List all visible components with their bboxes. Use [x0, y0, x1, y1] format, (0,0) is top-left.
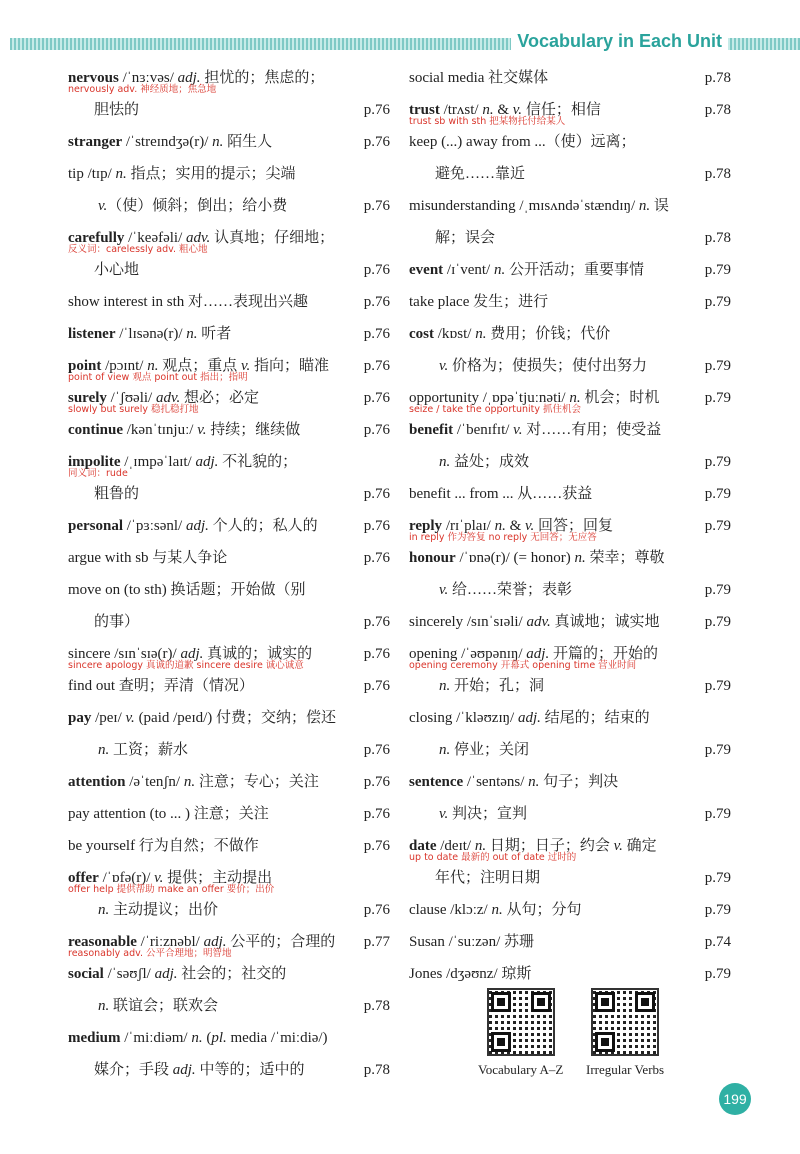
vocab-entry — [409, 190, 731, 254]
entry-line: 小心地 p.76 — [68, 254, 390, 286]
vocab-entry — [68, 958, 390, 1022]
annotation-note: trust sb with sth 把某物托付给某人 — [409, 116, 566, 127]
vocab-entry — [68, 574, 390, 638]
page-ref: p.79 — [704, 614, 731, 630]
entry-line: social /ˈsəʊʃl/ adj. 社会的；社交的 — [68, 966, 287, 982]
entry-line: carefully /ˈkeəfəli/ adv. 认真地；仔细地； — [68, 230, 335, 246]
entry-line: keep (...) away from ...（使）远离； — [409, 134, 636, 150]
entry-line: find out 查明；弄清（情况） p.76 — [68, 670, 390, 702]
vocab-entry — [409, 638, 731, 702]
page-ref: p.76 — [363, 390, 390, 406]
vocab-entry — [409, 126, 731, 190]
page-ref: p.74 — [704, 934, 731, 950]
vocab-entry — [68, 126, 390, 158]
entry-line: stranger /ˈstreɪndʒə(r)/ n. 陌生人 p.76 — [68, 126, 390, 158]
vocab-entry — [68, 798, 390, 830]
page-ref: p.76 — [363, 614, 390, 630]
entry-line: move on (to sth) 换话题；开始做（别 — [68, 582, 306, 598]
entry-line: sincerely /sɪnˈsɪəli/ adv. 真诚地；诚实地 p.79 — [409, 606, 731, 638]
entry-line: offer /ˈɒfə(r)/ v. 提供；主动提出 — [68, 870, 273, 886]
entry-line: point /pɔɪnt/ n. 观点；重点 v. 指向；瞄准 p.76 — [68, 350, 390, 382]
qr-label: Vocabulary A–Z — [478, 1062, 564, 1077]
entry-line: attention /əˈtenʃn/ n. 注意；专心；关注 p.76 — [68, 766, 390, 798]
annotation-note: nervously adv. 神经质地；焦急地 — [68, 84, 217, 95]
page-ref: p.78 — [704, 230, 731, 246]
vocab-entry — [409, 318, 731, 382]
entry-line: 粗鲁的 p.76 — [68, 478, 390, 510]
entry-line: 的事） p.76 — [68, 606, 390, 638]
entry-line: impolite /ˌɪmpəˈlaɪt/ adj. 不礼貌的； — [68, 454, 298, 470]
entry-line: event /ɪˈvent/ n. 公开活动；重要事情 p.79 — [409, 254, 731, 286]
entry-line: v. 判决；宣判 p.79 — [409, 798, 731, 830]
right-column — [409, 62, 731, 990]
vocab-entry — [409, 958, 731, 990]
vocab-entry — [68, 414, 390, 446]
page-ref: p.79 — [704, 358, 731, 374]
entry-line: social media 社交媒体 p.78 — [409, 62, 731, 94]
left-column — [68, 62, 390, 1086]
page-ref: p.79 — [704, 902, 731, 918]
page-ref: p.78 — [704, 70, 731, 86]
entry-line: clause /klɔːz/ n. 从句；分句 p.79 — [409, 894, 731, 926]
page-ref: p.79 — [704, 454, 731, 470]
annotation-note: slowly but surely 稳扎稳打地 — [68, 404, 199, 415]
page-ref: p.76 — [363, 838, 390, 854]
page-ref: p.79 — [704, 262, 731, 278]
page-ref: p.76 — [363, 902, 390, 918]
qr-code-icon — [591, 988, 659, 1056]
entry-line: n. 主动提议；出价 p.76 — [68, 894, 390, 926]
vocab-entry — [68, 670, 390, 702]
vocab-entry — [409, 62, 731, 94]
vocab-entry — [68, 446, 390, 510]
vocab-entry — [68, 1022, 390, 1086]
vocab-entry — [68, 766, 390, 798]
annotation-note: up to date 最新的 out of date 过时的 — [409, 852, 577, 863]
entry-line: sentence /ˈsentəns/ n. 句子；判决 — [409, 774, 619, 790]
page-ref: p.76 — [363, 646, 390, 662]
page-ref: p.77 — [363, 934, 390, 950]
page-title: Vocabulary in Each Unit — [511, 31, 728, 52]
entry-line: 避免……靠近 p.78 — [409, 158, 731, 190]
entry-line: show interest in sth 对……表现出兴趣 p.76 — [68, 286, 390, 318]
vocab-entry — [409, 830, 731, 894]
vocab-entry — [68, 286, 390, 318]
page-ref: p.78 — [704, 166, 731, 182]
entry-line: honour /ˈɒnə(r)/ (= honor) n. 荣幸；尊敬 — [409, 550, 665, 566]
page-ref: p.79 — [704, 518, 731, 534]
entry-line: continue /kənˈtɪnjuː/ v. 持续；继续做 p.76 — [68, 414, 390, 446]
annotation-note: 反义词：carelessly adv. 粗心地 — [68, 244, 208, 255]
vocab-entry — [409, 606, 731, 638]
entry-line: date /deɪt/ n. 日期；日子；约会 v. 确定 — [409, 838, 657, 854]
vocab-entry — [409, 510, 731, 542]
annotation-note: sincere apology 真诚的道歉 sincere desire 诚心诚意 — [68, 660, 304, 671]
entry-line: tip /tɪp/ n. 指点；实用的提示；尖端 — [68, 166, 296, 182]
vocab-entry — [68, 62, 390, 126]
entry-line: v. 价格为；使损失；使付出努力 p.79 — [409, 350, 731, 382]
vocab-entry — [409, 382, 731, 414]
page-ref: p.79 — [704, 486, 731, 502]
entry-line: pay attention (to ... ) 注意；关注 p.76 — [68, 798, 390, 830]
annotation-note: in reply 作为答复 no reply 无回答；无应答 — [409, 532, 597, 543]
vocab-entry — [68, 318, 390, 350]
entry-line: listener /ˈlɪsənə(r)/ n. 听者 p.76 — [68, 318, 390, 350]
qr-vocabulary[interactable] — [478, 988, 563, 1078]
page-ref: p.76 — [363, 742, 390, 758]
page-ref: p.76 — [363, 326, 390, 342]
entry-line: benefit /ˈbenɪfɪt/ v. 对……有用；使受益 — [409, 422, 662, 438]
page-ref: p.76 — [363, 358, 390, 374]
entry-line: reasonable /ˈriːznəbl/ adj. 公平的；合理的 p.77 — [68, 926, 390, 958]
vocab-entry — [68, 702, 390, 766]
vocab-entry — [68, 830, 390, 862]
vocab-entry — [68, 542, 390, 574]
qr-label: Irregular Verbs — [586, 1062, 665, 1077]
vocab-entry — [68, 862, 390, 926]
page-ref: p.76 — [363, 134, 390, 150]
page-ref: p.79 — [704, 966, 731, 982]
page-number: 199 — [719, 1083, 751, 1115]
entry-line: opening /ˈəʊpənɪŋ/ adj. 开篇的；开始的 — [409, 646, 658, 662]
entry-line: v.（使）倾斜；倒出；给小费 p.76 — [68, 190, 390, 222]
vocab-entry — [409, 254, 731, 286]
entry-line: personal /ˈpɜːsənl/ adj. 个人的；私人的 p.76 — [68, 510, 390, 542]
entry-line: pay /peɪ/ v. (paid /peɪd/) 付费；交纳；偿还 — [68, 710, 337, 726]
vocab-entry — [68, 222, 390, 286]
entry-line: reply /rɪˈplaɪ/ n. & v. 回答；回复 p.79 — [409, 510, 731, 542]
page-ref: p.76 — [363, 262, 390, 278]
entry-line: closing /ˈkləʊzɪŋ/ adj. 结尾的；结束的 — [409, 710, 650, 726]
entry-line: cost /kɒst/ n. 费用；价钱；代价 — [409, 326, 611, 342]
entry-line: be yourself 行为自然；不做作 p.76 — [68, 830, 390, 862]
page-ref: p.76 — [363, 806, 390, 822]
entry-line: 解；误会 p.78 — [409, 222, 731, 254]
page-ref: p.79 — [704, 294, 731, 310]
vocab-entry — [409, 766, 731, 830]
entry-line: v. 给……荣誉；表彰 p.79 — [409, 574, 731, 606]
page-ref: p.76 — [363, 294, 390, 310]
page-ref: p.76 — [363, 774, 390, 790]
page-ref: p.76 — [363, 678, 390, 694]
page-ref: p.79 — [704, 742, 731, 758]
annotation-note: offer help 提供帮助 make an offer 要价；出价 — [68, 884, 275, 895]
qr-code-icon — [487, 988, 555, 1056]
annotation-note: point of view 观点 point out 指出；指明 — [68, 372, 248, 383]
entry-line: trust /trʌst/ n. & v. 信任；相信 p.78 — [409, 94, 731, 126]
entry-line: misunderstanding /ˌmɪsʌndəˈstændɪŋ/ n. 误 — [409, 198, 669, 214]
annotation-note: 同义词：rude — [68, 468, 128, 479]
page-ref: p.76 — [363, 486, 390, 502]
page-ref: p.78 — [704, 102, 731, 118]
entry-line: sincere /sɪnˈsɪə(r)/ adj. 真诚的；诚实的 p.76 — [68, 638, 390, 670]
page-ref: p.76 — [363, 518, 390, 534]
page-ref: p.78 — [363, 998, 390, 1014]
entry-line: Susan /ˈsuːzən/ 苏珊 p.74 — [409, 926, 731, 958]
entry-line: Jones /dʒəʊnz/ 琼斯 p.79 — [409, 958, 731, 990]
vocab-entry — [409, 478, 731, 510]
vocab-entry — [68, 510, 390, 542]
vocab-entry — [409, 926, 731, 958]
entry-line: nervous /ˈnɜːvəs/ adj. 担忧的；焦虑的； — [68, 70, 325, 86]
annotation-note: seize / take the opportunity 抓住机会 — [409, 404, 582, 415]
vocab-entry — [409, 94, 731, 126]
vocab-entry — [68, 382, 390, 414]
page-ref: p.79 — [704, 870, 731, 886]
vocab-entry — [409, 286, 731, 318]
vocab-entry — [68, 926, 390, 958]
entry-line: n. 工资；薪水 p.76 — [68, 734, 390, 766]
qr-irregular-verbs[interactable] — [586, 988, 664, 1078]
entry-line: take place 发生；进行 p.79 — [409, 286, 731, 318]
page-ref: p.79 — [704, 582, 731, 598]
entry-line: benefit ... from ... 从……获益 p.79 — [409, 478, 731, 510]
entry-line: n. 联谊会；联欢会 p.78 — [68, 990, 390, 1022]
page-ref: p.79 — [704, 806, 731, 822]
vocab-entry — [68, 350, 390, 382]
annotation-note: opening ceremony 开幕式 opening time 营业时间 — [409, 660, 637, 671]
vocab-entry — [68, 638, 390, 670]
vocab-entry — [409, 414, 731, 478]
entry-line: n. 停业；关闭 p.79 — [409, 734, 731, 766]
entry-line: 媒介；手段 adj. 中等的；适中的 p.78 — [68, 1054, 390, 1086]
entry-line: surely /ˈʃʊəli/ adv. 想必；必定 p.76 — [68, 382, 390, 414]
page-ref: p.76 — [363, 198, 390, 214]
entry-line: 胆怯的 p.76 — [68, 94, 390, 126]
vocab-entry — [409, 894, 731, 926]
page-ref: p.78 — [363, 1062, 390, 1078]
entry-line: opportunity /ˌɒpəˈtjuːnəti/ n. 机会；时机 p.79 — [409, 382, 731, 414]
vocab-entry — [409, 702, 731, 766]
vocab-entry — [68, 158, 390, 222]
entry-line: n. 益处；成效 p.79 — [409, 446, 731, 478]
page-ref: p.76 — [363, 550, 390, 566]
page-ref: p.76 — [363, 422, 390, 438]
entry-line: argue with sb 与某人争论 p.76 — [68, 542, 390, 574]
entry-line: medium /ˈmiːdiəm/ n. (pl. media /ˈmiːdiə/) — [68, 1030, 328, 1046]
entry-line: n. 开始；孔；洞 p.79 — [409, 670, 731, 702]
vocab-entry — [409, 542, 731, 606]
page-ref: p.79 — [704, 678, 731, 694]
entry-line: 年代；注明日期 p.79 — [409, 862, 731, 894]
page-ref: p.79 — [704, 390, 731, 406]
annotation-note: reasonably adv. 公平合理地；明智地 — [68, 948, 232, 959]
page-ref: p.76 — [363, 102, 390, 118]
